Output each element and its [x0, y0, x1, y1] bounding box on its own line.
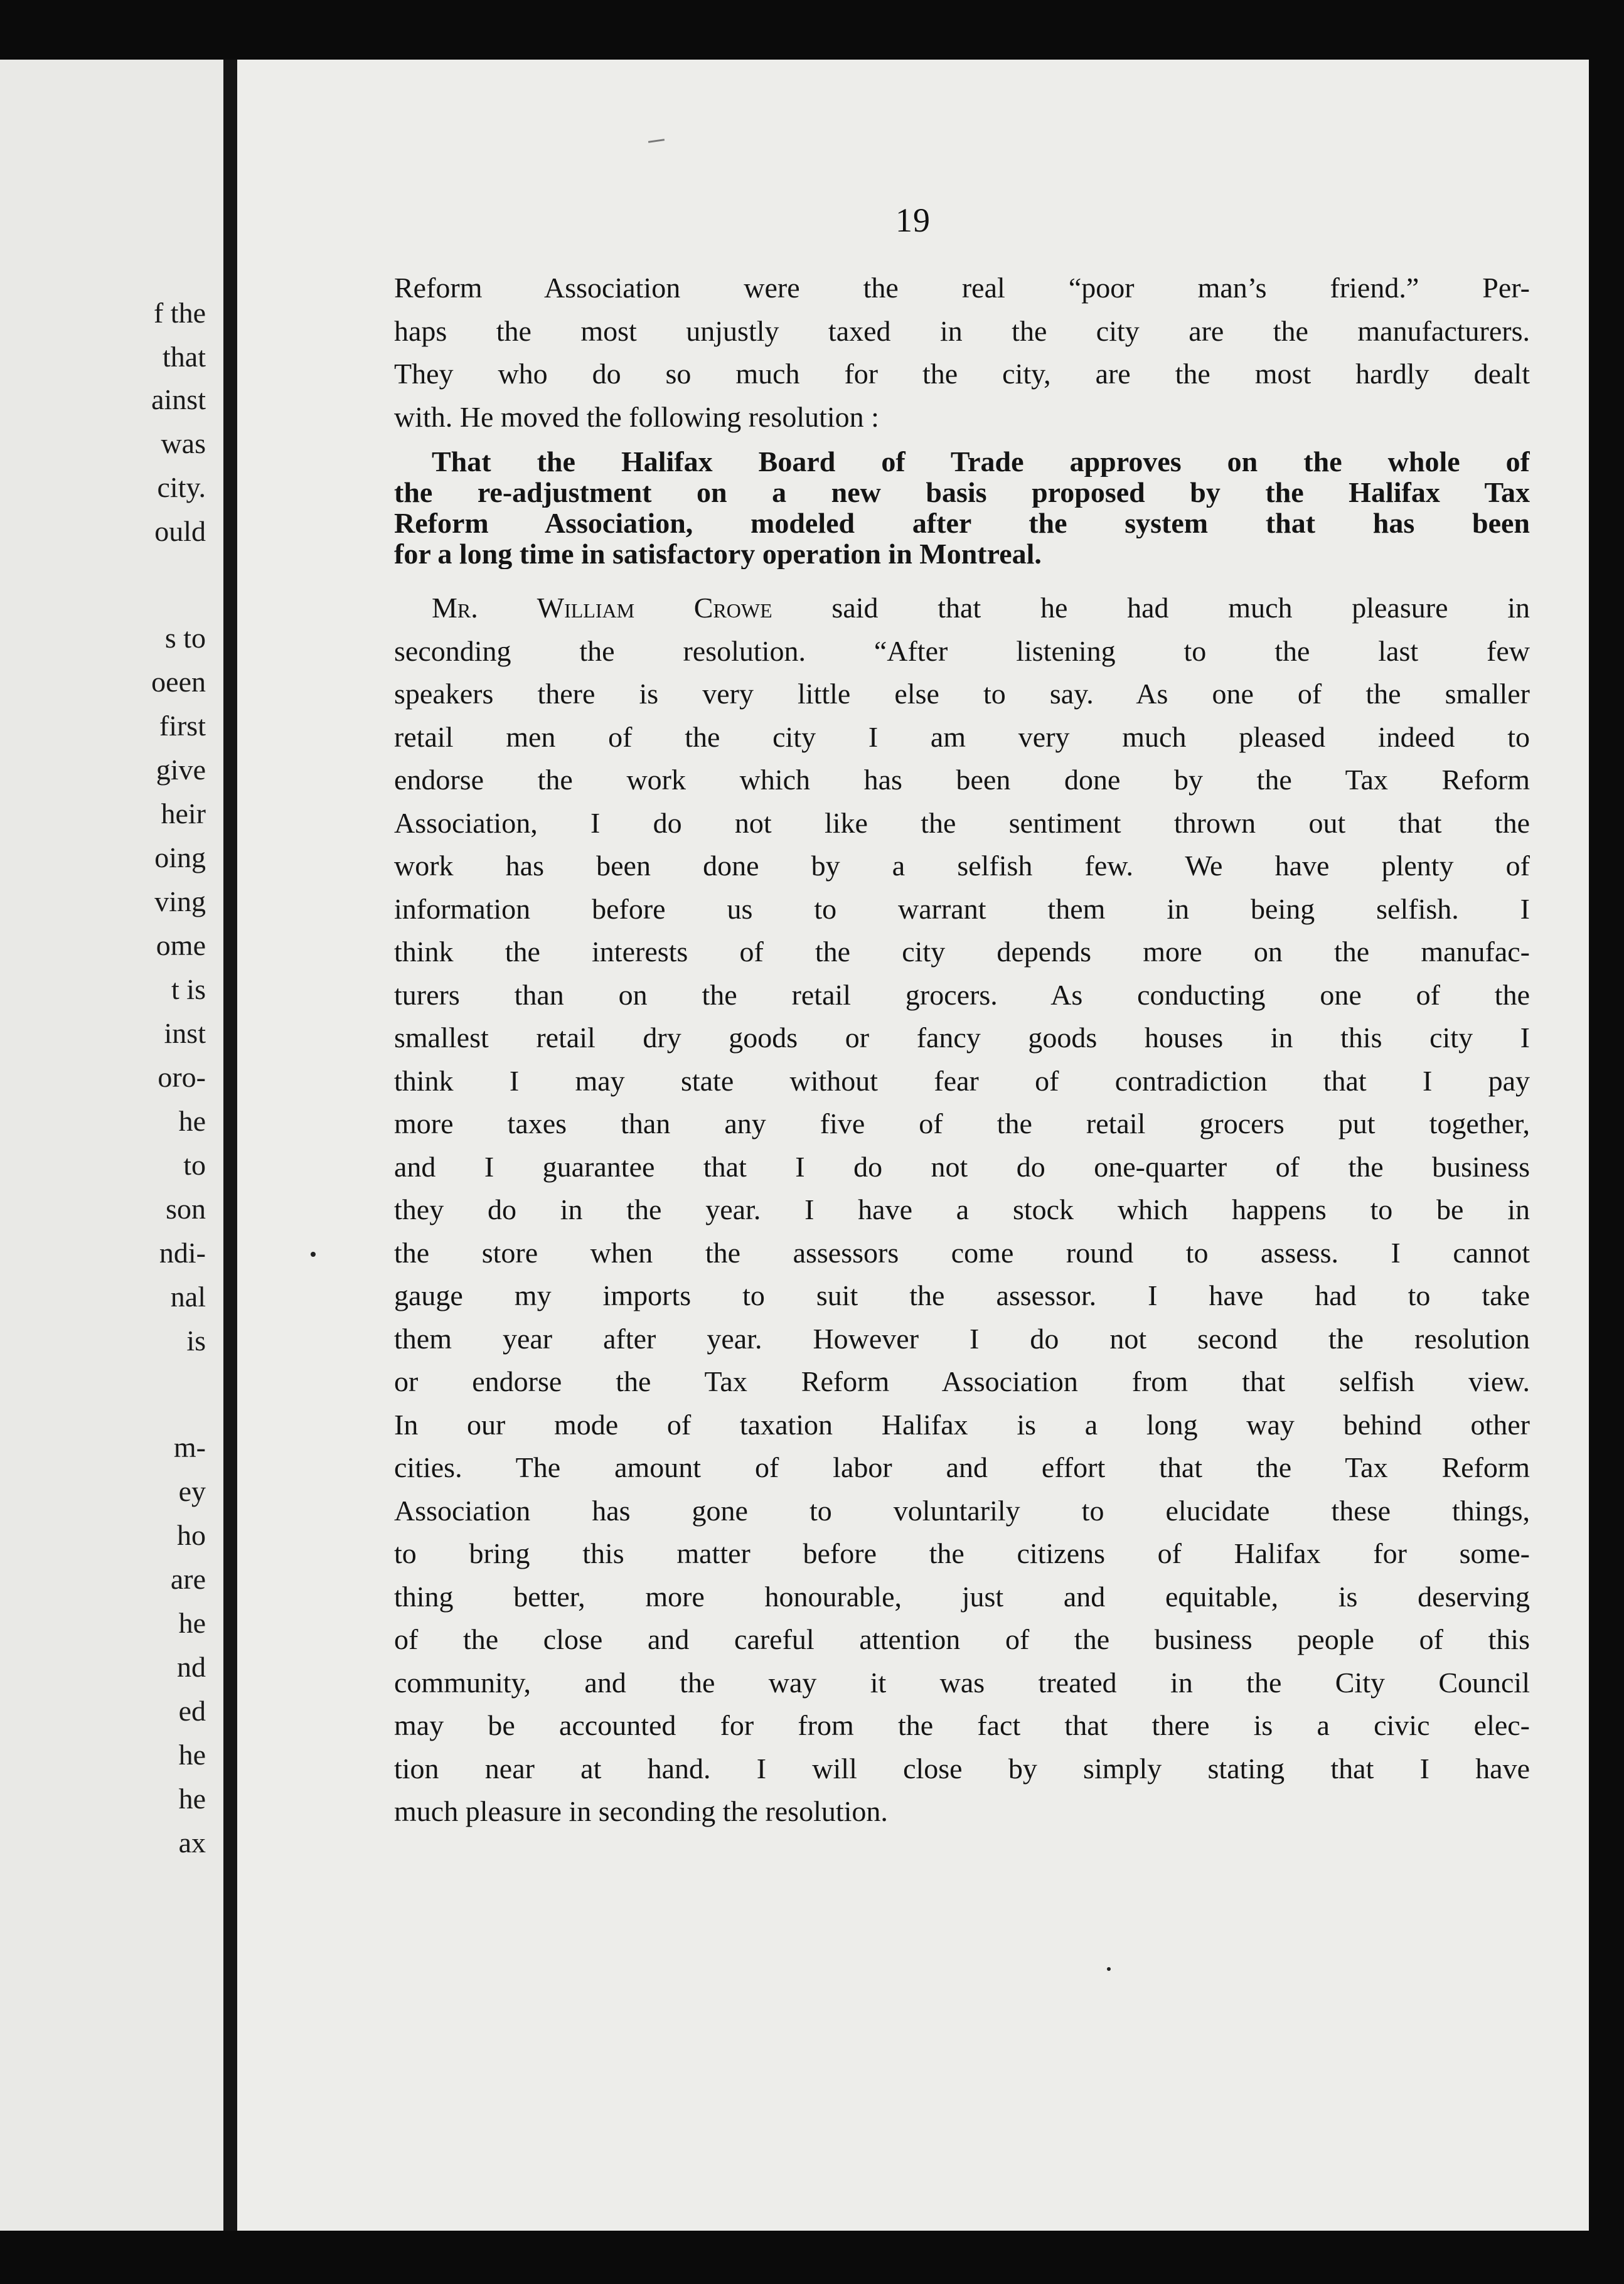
resolution-line: for a long time in satisfactory operation in Montreal.: [394, 538, 1042, 569]
speech-line: retail men of the city I am very much pleased indeed to: [394, 720, 1530, 753]
speech-lines: [394, 630, 1530, 1833]
left-page-text-fragment: give: [156, 754, 206, 786]
speech-line: Association has gone to voluntarily to elucidate these things,: [394, 1494, 1530, 1527]
left-page-text-fragment: oing: [154, 841, 206, 873]
text-line: with. He moved the following resolution :: [394, 400, 879, 433]
speech-line: turers than on the retail grocers. As conducting one of the: [394, 978, 1530, 1011]
left-page-text-fragment: he: [178, 1105, 206, 1137]
left-page-text-fragment: ome: [156, 929, 206, 961]
speech-line: cities. The amount of labor and effort that the Tax Reform: [394, 1451, 1530, 1483]
page-gutter: [223, 60, 237, 2231]
left-page-text-fragment: inst: [164, 1017, 206, 1049]
speech-line: think the interests of the city depends more on the manufac-: [394, 936, 1530, 968]
body-text: [394, 267, 1530, 1841]
left-page-text-fragment: to: [183, 1149, 206, 1181]
speech-line: gauge my imports to suit the assessor. I have had to take: [394, 1279, 1530, 1311]
speech-line: the store when the assessors come round to assess. I cannot: [394, 1236, 1530, 1269]
speech-line: think I may state without fear of contradiction that I pay: [394, 1064, 1530, 1097]
speech-line: In our mode of taxation Halifax is a long way behind other: [394, 1408, 1530, 1441]
left-page-text-fragment: ould: [154, 515, 206, 547]
left-page-text-fragment: oro-: [158, 1061, 206, 1093]
speech-line: more taxes than any five of the retail grocers put together,: [394, 1107, 1530, 1139]
resolution-line: That the Halifax Board of Trade approves on the whole of: [432, 446, 1530, 477]
speech-first-line: [394, 587, 1530, 630]
intro-paragraph: [394, 267, 1530, 439]
speech-line: thing better, more honourable, just and equitable, is deserving: [394, 1580, 1530, 1613]
right-page: [237, 60, 1589, 2231]
left-page-text-fragment: first: [159, 710, 206, 742]
ink-speck: [311, 1252, 316, 1257]
text-line: They who do so much for the city, are the most hardly dealt: [394, 358, 1530, 390]
left-page-fragment: [0, 60, 223, 2231]
left-page-text-fragment: he: [178, 1607, 206, 1639]
left-page-text-fragment: he: [178, 1739, 206, 1771]
speech-first-line-text: said that he had much pleasure in: [831, 592, 1530, 624]
speech-line: may be accounted for from the fact that there is a civic elec-: [394, 1709, 1530, 1741]
page-number: 19: [895, 201, 931, 239]
scan-mark: [648, 139, 665, 143]
left-page-text-fragment: ed: [178, 1695, 206, 1727]
left-page-text-fragment: ving: [154, 885, 206, 917]
left-page-text-fragment: city.: [157, 471, 206, 503]
left-page-text-fragment: oeen: [151, 666, 206, 698]
left-page-text-fragment: t is: [171, 973, 206, 1005]
left-page-text-fragment: is: [186, 1325, 206, 1357]
ink-speck: [1107, 1967, 1111, 1971]
left-page-text-fragment: ainst: [151, 383, 206, 415]
text-line: Reform Association were the real “poor man’s friend.” Per-: [394, 272, 1530, 304]
speech-line: community, and the way it was treated in the City Council: [394, 1666, 1530, 1699]
speech-line: smallest retail dry goods or fancy goods houses in this city I: [394, 1022, 1530, 1054]
left-page-text-fragment: heir: [161, 798, 206, 830]
speech-line: Association, I do not like the sentiment thrown out that the: [394, 806, 1530, 839]
left-page-text-fragment: ndi-: [159, 1237, 206, 1269]
speech-line: information before us to warrant them in being selfish. I: [394, 892, 1530, 925]
resolution-line: the re-adjustment on a new basis proposed by the Halifax Tax: [394, 477, 1530, 508]
speech-line: speakers there is very little else to say. As one of the smaller: [394, 678, 1530, 710]
speech-line: endorse the work which has been done by the Tax Reform: [394, 764, 1530, 796]
resolution-line: Reform Association, modeled after the system that has been: [394, 508, 1530, 538]
left-page-text-fragment: nal: [170, 1281, 206, 1313]
left-page-text-fragment: nd: [177, 1651, 206, 1683]
left-page-text-fragment: s to: [164, 622, 206, 654]
left-page-text-fragment: m-: [173, 1431, 206, 1463]
speech-paragraph: [394, 587, 1530, 1833]
left-page-text-fragment: f the: [153, 297, 206, 329]
resolution-paragraph: [394, 446, 1530, 569]
speech-line: seconding the resolution. “After listening to the last few: [394, 634, 1530, 667]
speech-line: of the close and careful attention of the business people of this: [394, 1623, 1530, 1655]
left-page-text-fragment: ho: [177, 1519, 206, 1551]
speech-line: tion near at hand. I will close by simply stating that I have: [394, 1752, 1530, 1785]
left-page-text-fragment: he: [178, 1783, 206, 1815]
speaker-name: Mr. William Crowe: [432, 592, 772, 624]
speech-line: or endorse the Tax Reform Association from that selfish view.: [394, 1365, 1530, 1397]
left-page-text-fragment: are: [170, 1563, 206, 1595]
speech-line: and I guarantee that I do not do one-quarter of the business: [394, 1150, 1530, 1183]
left-page-text-fragment: that: [163, 341, 206, 373]
speech-line: much pleasure in seconding the resolution.: [394, 1795, 888, 1827]
speech-line: they do in the year. I have a stock which happens to be in: [394, 1193, 1530, 1225]
left-page-text-fragment: was: [161, 427, 206, 459]
left-page-text-fragment: ey: [178, 1475, 206, 1507]
text-line: haps the most unjustly taxed in the city are the manufacturers.: [394, 314, 1530, 347]
left-page-text-fragment: son: [166, 1193, 206, 1225]
speech-line: to bring this matter before the citizens of Halifax for some-: [394, 1537, 1530, 1569]
left-page-text-fragment: ax: [178, 1827, 206, 1859]
speech-line: them year after year. However I do not second the resolution: [394, 1322, 1530, 1355]
speech-line: work has been done by a selfish few. We have plenty of: [394, 850, 1530, 882]
